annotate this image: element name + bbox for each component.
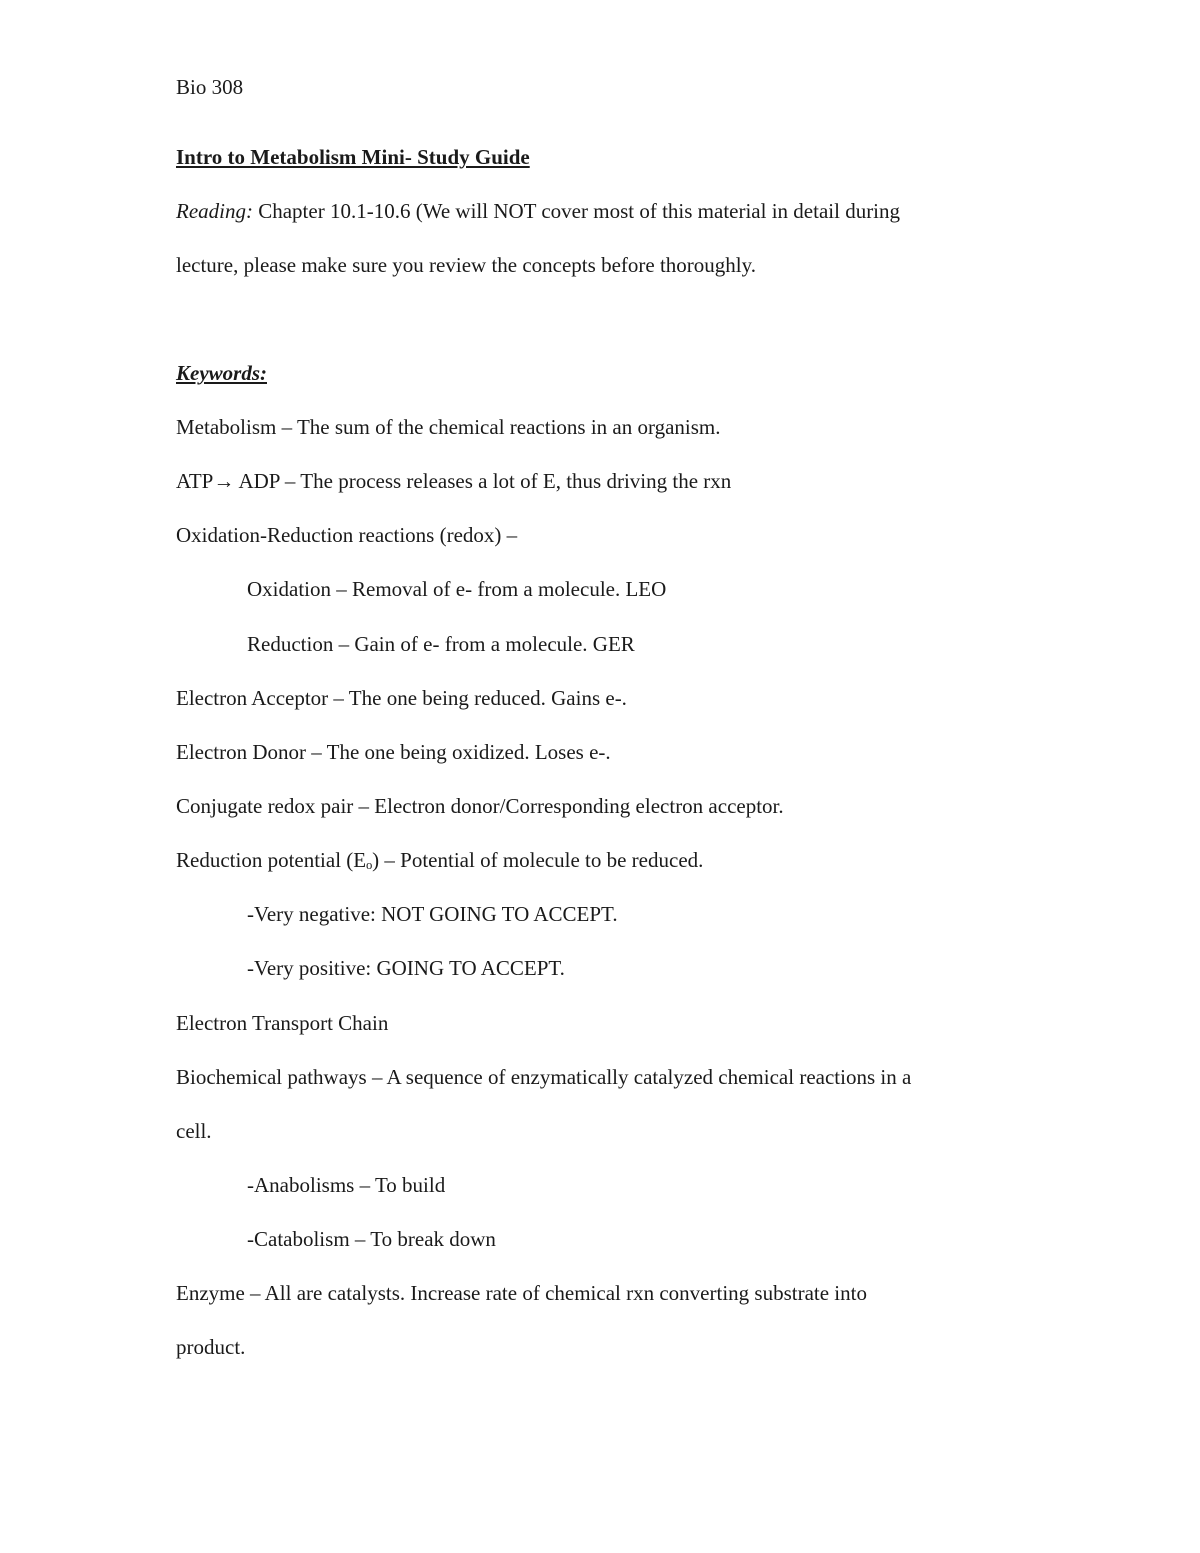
entry-enzyme-1: Enzyme – All are catalysts. Increase rate of chemical rxn converting substrate into xyxy=(176,1281,867,1305)
entry-conjugate-redox-pair: Conjugate redox pair – Electron donor/Corresponding electron acceptor. xyxy=(176,794,784,818)
reading-line-2: lecture, please make sure you review the concepts before thoroughly. xyxy=(176,253,756,277)
entry-catabolism: -Catabolism – To break down xyxy=(247,1227,496,1251)
reading-label: Reading: xyxy=(176,199,253,223)
entry-electron-acceptor: Electron Acceptor – The one being reduced. Gains e-. xyxy=(176,686,627,710)
entry-atp xyxy=(176,469,731,493)
reading-text: Chapter 10.1-10.6 (We will NOT cover most of this material in detail during xyxy=(252,199,901,223)
keywords-heading: Keywords: xyxy=(176,361,267,385)
entry-metabolism: Metabolism – The sum of the chemical reactions in an organism. xyxy=(176,415,721,439)
document-title: Intro to Metabolism Mini- Study Guide xyxy=(176,145,530,169)
entry-electron-donor: Electron Donor – The one being oxidized. Loses e-. xyxy=(176,740,611,764)
atp-rest: ADP – The process releases a lot of E, thus driving the rxn xyxy=(234,469,732,493)
atp-text: ATP xyxy=(176,469,214,493)
entry-enzyme-2: product. xyxy=(176,1335,246,1359)
entry-very-negative: -Very negative: NOT GOING TO ACCEPT. xyxy=(247,902,618,926)
right-arrow-icon: → xyxy=(213,469,235,493)
entry-very-positive: -Very positive: GOING TO ACCEPT. xyxy=(247,956,565,980)
entry-reduction-potential: Reduction potential (Eₒ) – Potential of molecule to be reduced. xyxy=(176,848,704,872)
entry-biochemical-pathways-1: Biochemical pathways – A sequence of enzymatically catalyzed chemical reactions in a xyxy=(176,1065,912,1089)
reading-line-1 xyxy=(176,199,900,223)
entry-anabolism: -Anabolisms – To build xyxy=(247,1173,446,1197)
entry-electron-transport-chain: Electron Transport Chain xyxy=(176,1011,389,1035)
entry-reduction: Reduction – Gain of e- from a molecule. GER xyxy=(247,632,635,656)
course-label: Bio 308 xyxy=(176,75,244,99)
entry-redox: Oxidation-Reduction reactions (redox) – xyxy=(176,523,518,547)
entry-biochemical-pathways-2: cell. xyxy=(176,1119,212,1143)
entry-oxidation: Oxidation – Removal of e- from a molecule. LEO xyxy=(247,577,667,601)
